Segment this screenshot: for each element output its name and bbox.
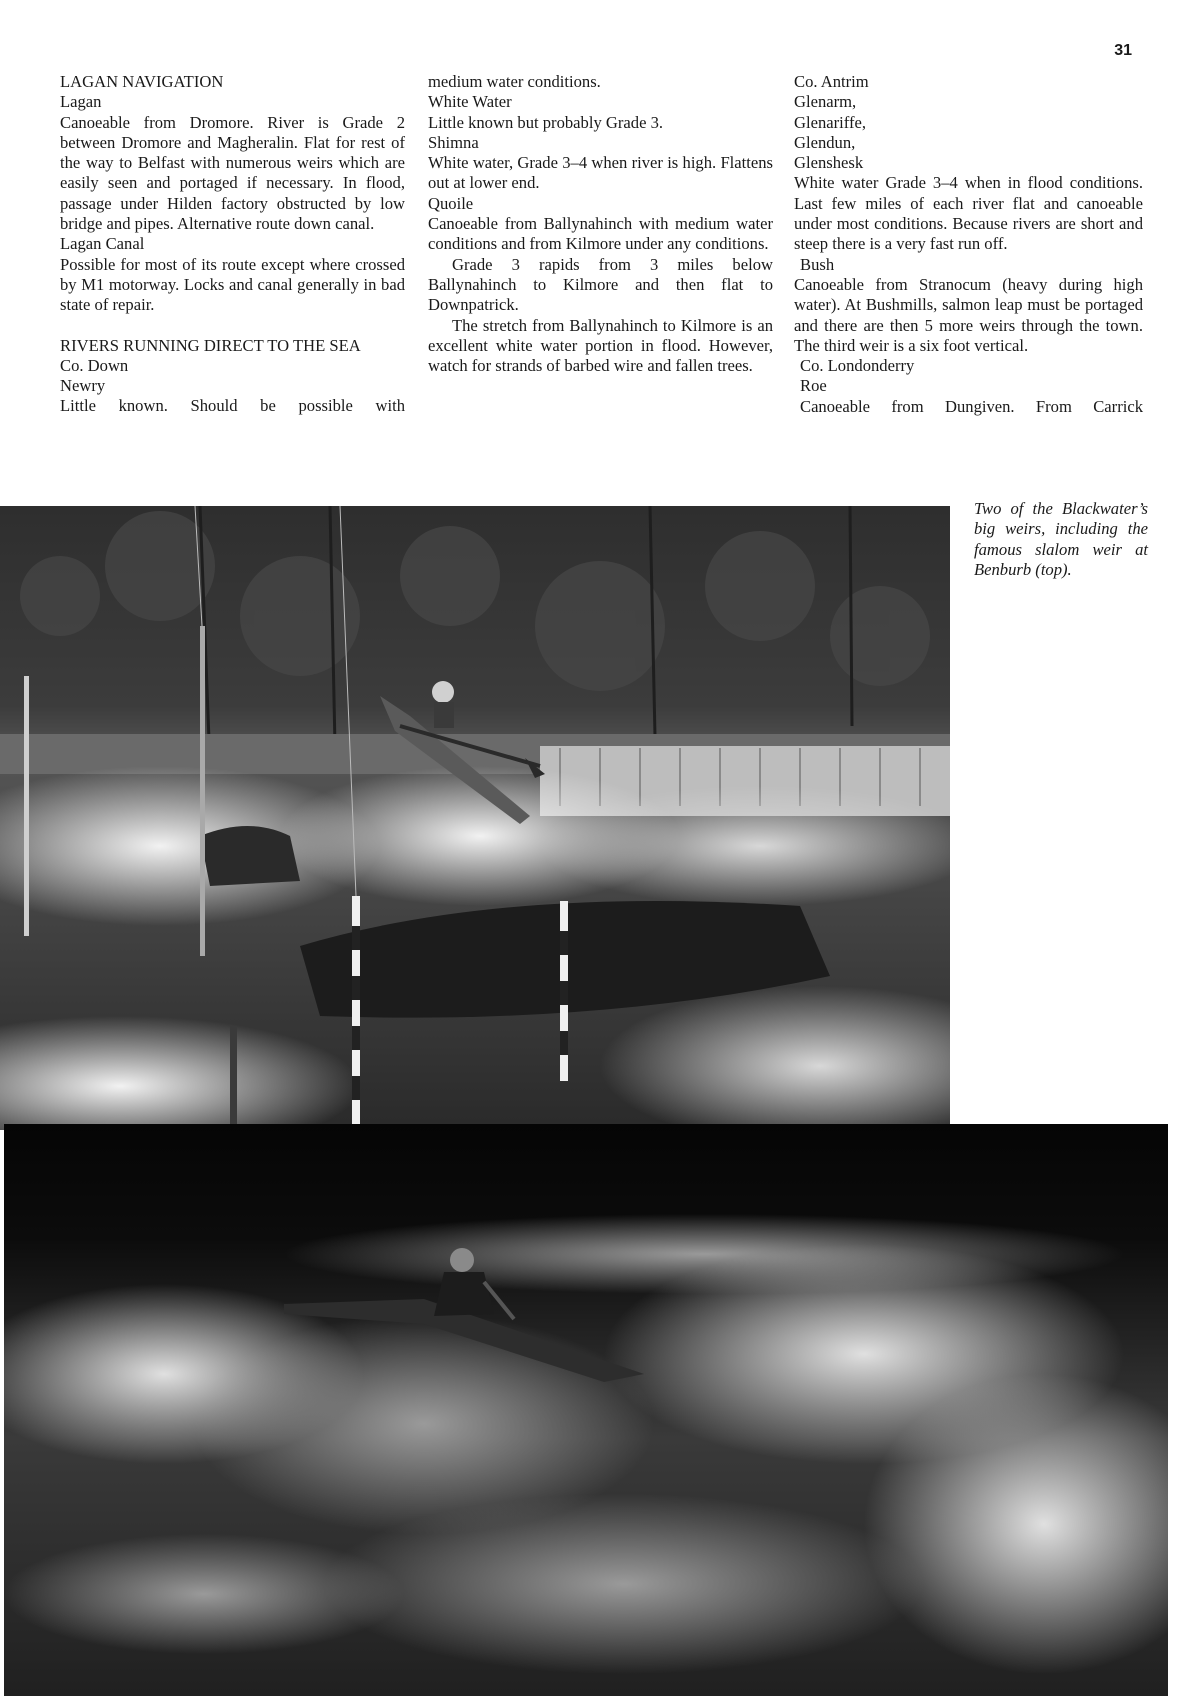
section-heading: RIVERS RUNNING DIRECT TO THE SEA bbox=[60, 335, 361, 355]
paragraph: Little known. Should be possible with bbox=[60, 396, 405, 416]
subheading: Bush bbox=[800, 254, 835, 274]
subheading: Shimna bbox=[428, 132, 479, 152]
subheading: Glendun, bbox=[794, 132, 856, 152]
subheading: Roe bbox=[800, 376, 827, 396]
text-column-3 bbox=[794, 72, 1143, 417]
photo-rough-water bbox=[4, 1124, 1168, 1696]
paragraph: Canoeable from Stranocum (heavy during high water). At Bushmills, salmon leap must be portaged and there are then 5 more weirs through the town. The third weir is a six foot vertical. bbox=[794, 274, 1143, 355]
section-heading: LAGAN NAVIGATION bbox=[60, 72, 224, 91]
paragraph: Canoeable from Dromore. River is Grade 2 between Dromore and Magheralin. Flat for rest of the way to Belfast with numerous weirs which are easily seen and portaged if necessary. In flood, passage under Hilden factory obstructed by low bridge and pipes. Alternative route down canal. bbox=[60, 112, 405, 234]
photo-slalom-weir-image bbox=[0, 506, 950, 1130]
paragraph: Canoeable from Ballynahinch with medium water conditions and from Kilmore under any conditions. bbox=[428, 214, 773, 254]
paragraph: White water, Grade 3–4 when river is high. Flattens out at lower end. bbox=[428, 153, 773, 193]
paragraph: Canoeable from Dungiven. From Carrick bbox=[800, 396, 1143, 416]
subheading: Glenshesk bbox=[794, 153, 864, 173]
paragraph: Little known but probably Grade 3. bbox=[428, 112, 664, 132]
photo-rough-water-image bbox=[4, 1124, 1168, 1696]
photo-slalom-weir bbox=[0, 506, 950, 1130]
subheading: Glenarm, bbox=[794, 92, 857, 112]
paragraph: The stretch from Ballynahinch to Kilmore is an excellent white water portion in flood. However, watch for strands of barbed wire and fallen trees. bbox=[428, 315, 773, 376]
subheading: White Water bbox=[428, 92, 512, 112]
subheading: Quoile bbox=[428, 193, 474, 213]
subheading: Co. Londonderry bbox=[800, 356, 915, 376]
page-number: 31 bbox=[1114, 42, 1132, 59]
text-column-1 bbox=[60, 72, 405, 417]
text-column-2 bbox=[428, 72, 773, 376]
subheading: Lagan bbox=[60, 92, 102, 112]
subheading: Glenariffe, bbox=[794, 112, 867, 132]
paragraph: medium water conditions. bbox=[428, 72, 601, 91]
paragraph: Possible for most of its route except where crossed by M1 motorway. Locks and canal generally in bad state of repair. bbox=[60, 254, 405, 315]
paragraph: Grade 3 rapids from 3 miles below Ballynahinch to Kilmore and then flat to Downpatrick. bbox=[428, 254, 773, 315]
subheading: Co. Antrim bbox=[794, 72, 869, 91]
paragraph: White water Grade 3–4 when in flood conditions. Last few miles of each river flat and canoeable under most conditions. Because rivers are short and steep there is a very fast run off. bbox=[794, 173, 1143, 254]
subheading: Co. Down bbox=[60, 355, 129, 375]
subheading: Newry bbox=[60, 376, 106, 396]
subheading: Lagan Canal bbox=[60, 234, 145, 254]
photo-caption: Two of the Blackwater’s big weirs, including the famous slalom weir at Benburb (top). bbox=[974, 499, 1148, 579]
